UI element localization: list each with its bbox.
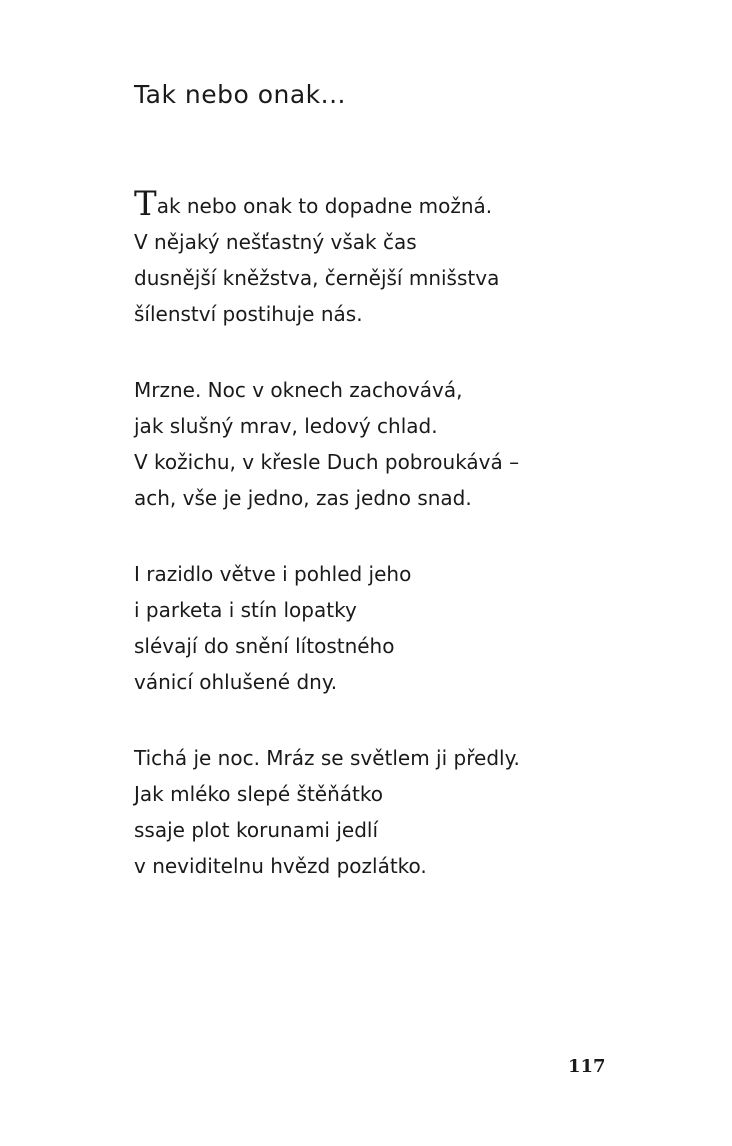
drop-cap: T (134, 184, 157, 224)
poem-line: Mrzne. Noc v oknech zachovává, (134, 378, 463, 402)
poem-line: V kožichu, v křesle Duch pobroukává – (134, 450, 520, 474)
poem-line: jak slušný mrav, ledový chlad. (134, 414, 438, 438)
poem-line: v neviditelnu hvězd pozlátko. (134, 854, 427, 878)
stanza-1 (134, 184, 674, 332)
stanza-4 (134, 740, 674, 884)
poem-line: ssaje plot korunami jedlí (134, 818, 379, 842)
poem-line: i parketa i stín lopatky (134, 598, 357, 622)
poem-line: Jak mléko slepé štěňátko (134, 782, 383, 806)
poem-line (134, 184, 674, 224)
poem-line: I razidlo větve i pohled jeho (134, 562, 412, 586)
poem-line-text: ak nebo onak to dopadne možná. (156, 194, 493, 218)
poem-line: V nějaký nešťastný však čas (134, 230, 417, 254)
poem-line: Tichá je noc. Mráz se světlem ji předly. (134, 746, 520, 770)
poem-title: Tak nebo onak... (134, 80, 346, 109)
poem-line: šílenství postihuje nás. (134, 302, 363, 326)
poem-body (134, 184, 674, 924)
poem-line: vánicí ohlušené dny. (134, 670, 338, 694)
page-number: 117 (568, 1056, 606, 1077)
poem-line: slévají do snění lítostného (134, 634, 395, 658)
poem-line: dusnější kněžstva, černější mnišstva (134, 266, 500, 290)
poem-line: ach, vše je jedno, zas jedno snad. (134, 486, 472, 510)
stanza-2 (134, 372, 674, 516)
stanza-3 (134, 556, 674, 700)
